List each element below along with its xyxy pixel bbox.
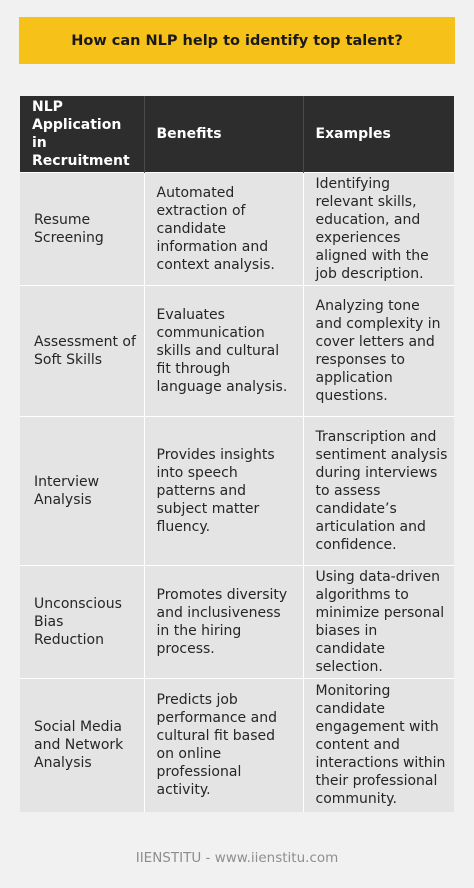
cell-application: Assessment of Soft Skills [20,285,144,416]
recruitment-table [20,96,454,812]
cell-benefits: Automated extraction of candidate information and context analysis. [144,172,303,285]
table-row [20,678,454,812]
cell-application: Social Media and Network Analysis [20,678,144,812]
table-header-row [20,96,454,172]
cell-benefits: Provides insights into speech patterns and subject matter fluency. [144,416,303,565]
title-banner [19,17,455,64]
cell-application: Interview Analysis [20,416,144,565]
footer-credit: IIENSTITU - www.iienstitu.com [135,850,339,866]
table-row [20,172,454,285]
cell-examples: Monitoring candidate engagement with content and interactions within their professional community. [303,678,454,812]
table-row [20,285,454,416]
table-row [20,565,454,678]
cell-application: Unconscious Bias Reduction [20,565,144,678]
table-row [20,416,454,565]
cell-benefits: Predicts job performance and cultural fit based on online professional activity. [144,678,303,812]
header-application: NLP Application in Recruitment [20,96,144,172]
cell-application: Resume Screening [20,172,144,285]
cell-examples: Identifying relevant skills, education, and experiences aligned with the job description. [303,172,454,285]
header-examples: Examples [303,96,454,172]
cell-benefits: Evaluates communication skills and cultural fit through language analysis. [144,285,303,416]
cell-benefits: Promotes diversity and inclusiveness in the hiring process. [144,565,303,678]
header-benefits: Benefits [144,96,303,172]
page-title: How can NLP help to identify top talent? [71,32,403,49]
cell-examples: Transcription and sentiment analysis during interviews to assess candidate’s articulation and confidence. [303,416,454,565]
cell-examples: Analyzing tone and complexity in cover letters and responses to application questions. [303,285,454,416]
cell-examples: Using data-driven algorithms to minimize personal biases in candidate selection. [303,565,454,678]
